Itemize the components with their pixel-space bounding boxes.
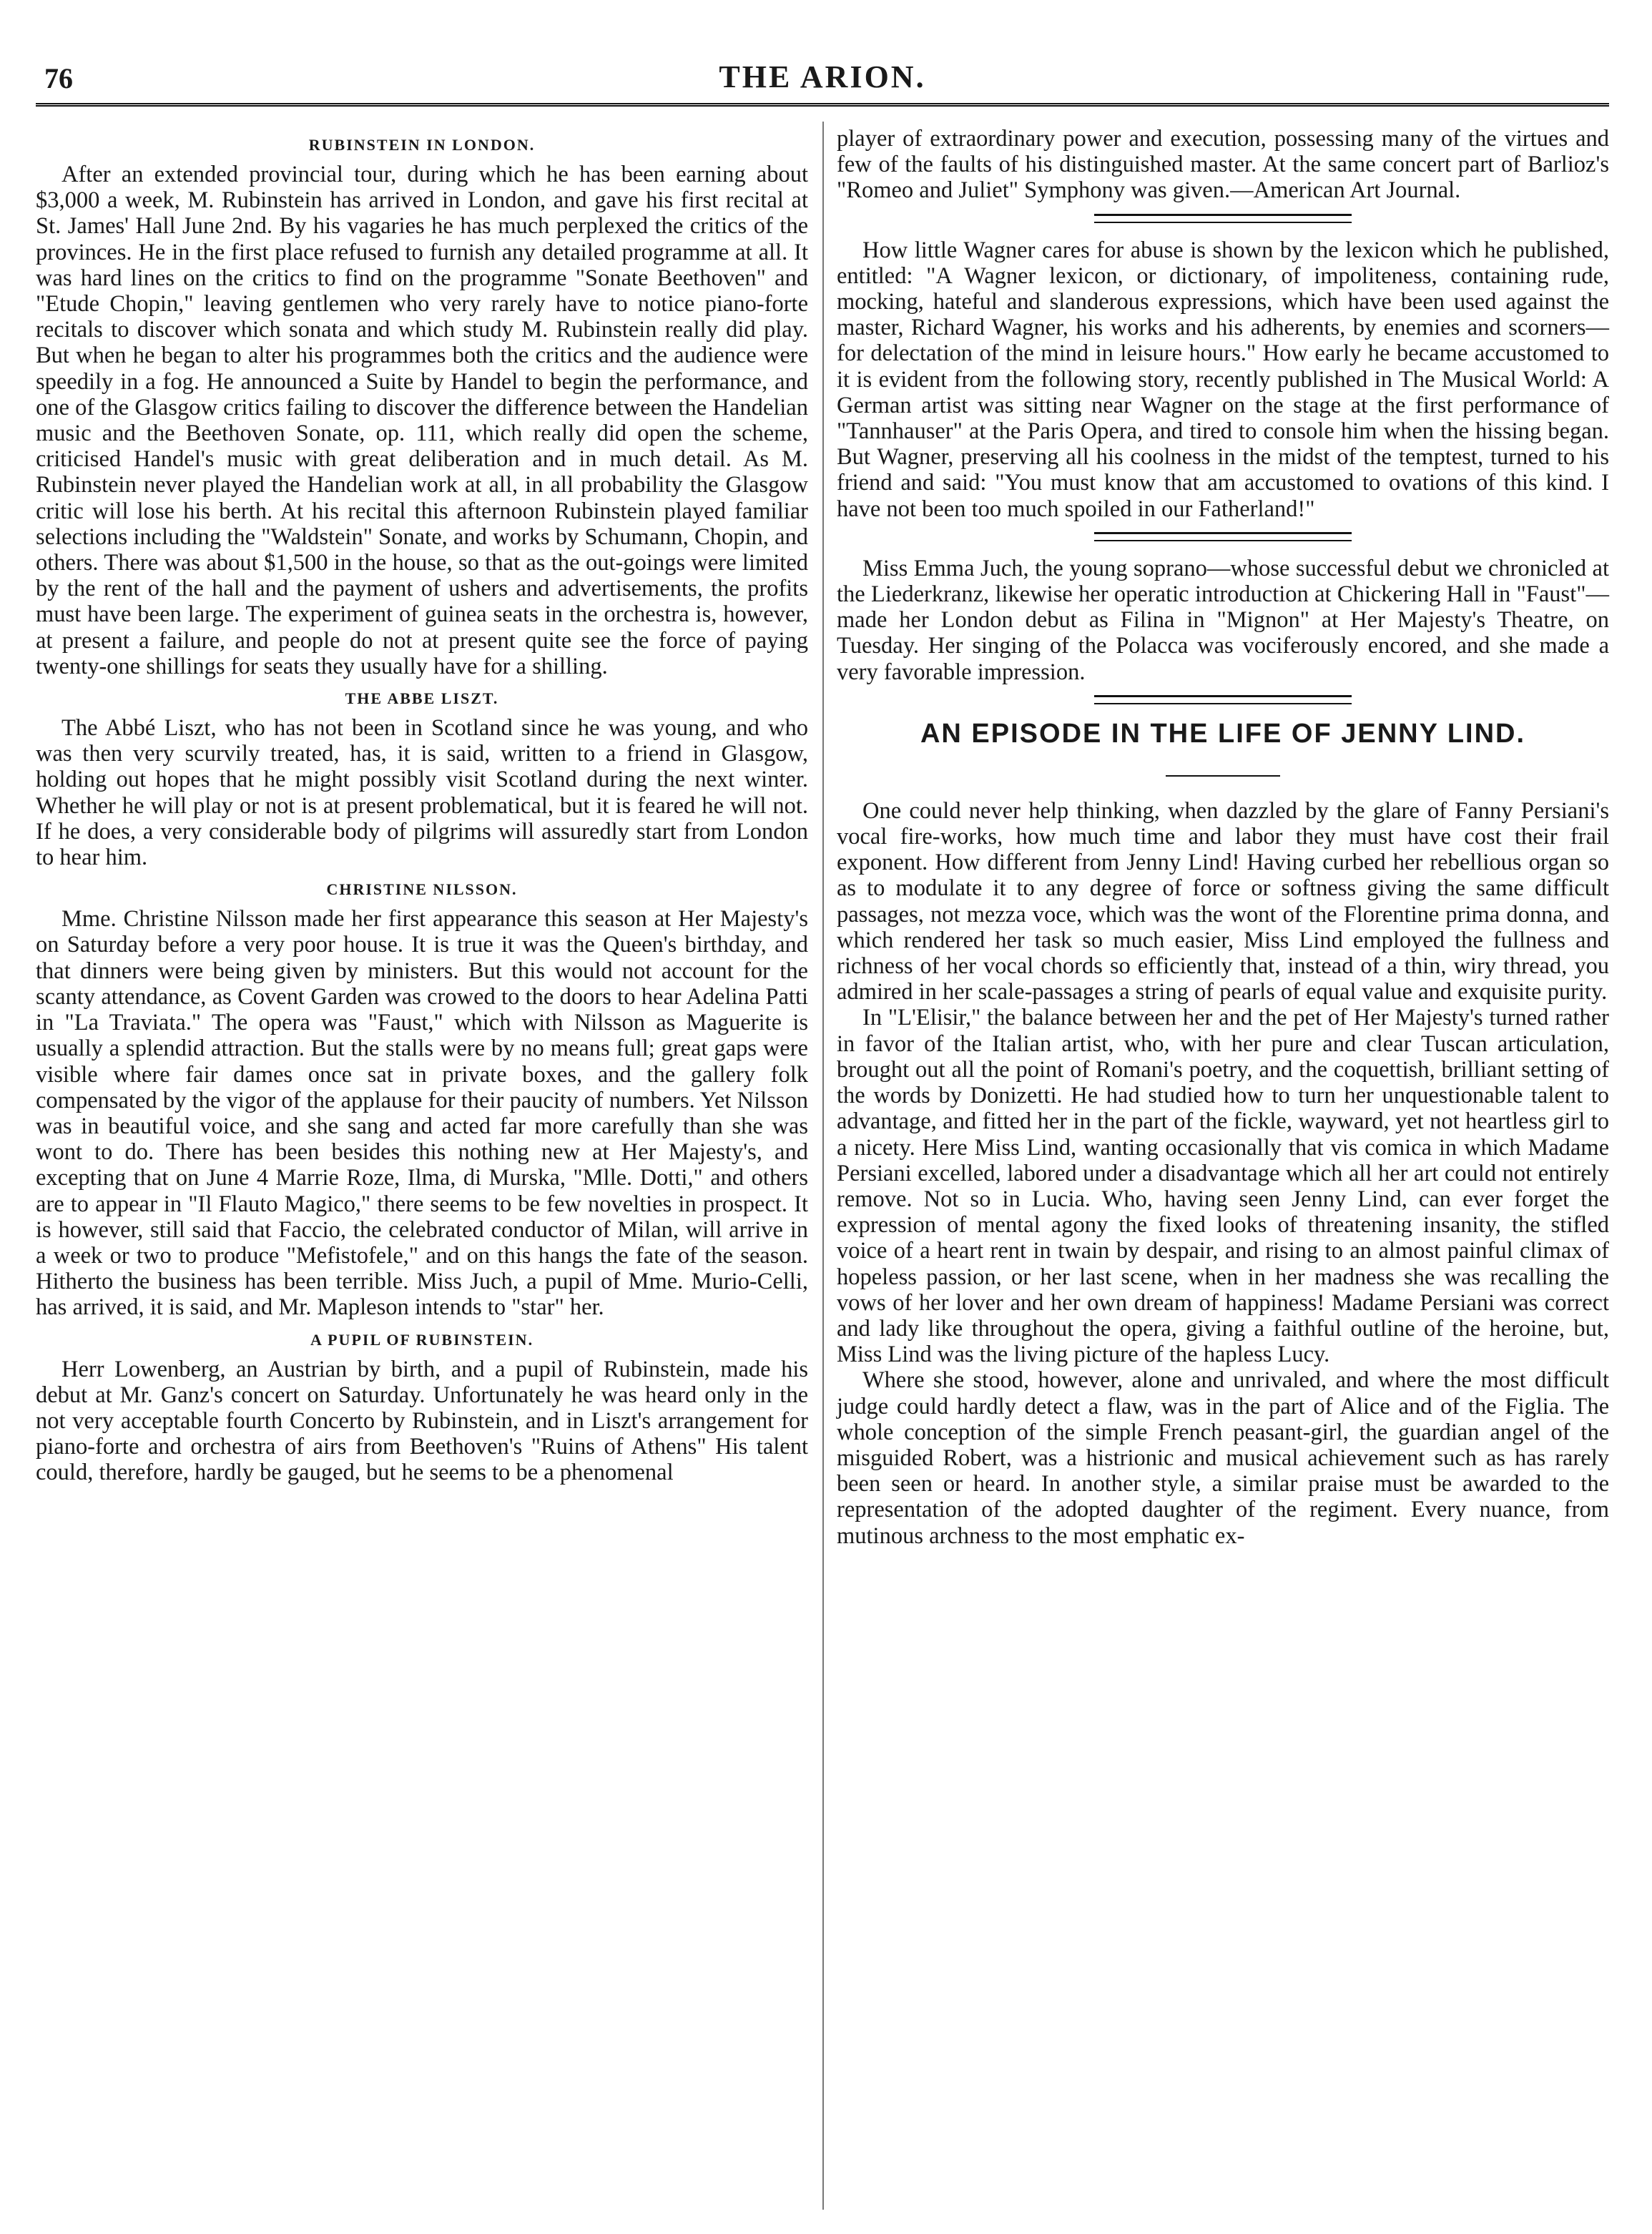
article-paragraph: player of extraordinary power and execution, possessing many of the virtues and few of the faults of his distinguished master. At the same concert part of Barlioz's "Romeo and Juliet" Symphony was given.—American Art Journal. [837, 126, 1609, 204]
left-column [36, 126, 808, 1486]
section-divider [1094, 214, 1352, 223]
article-paragraph: In "L'Elisir," the balance between her and the pet of Her Majesty's turned rather in favor of the Italian artist, who, with her pure and clear Tuscan articulation, brought out all the point of Romani's poetry, and the coquettish, brilliant setting of the words by Donizetti. He had studied how to turn her unquestionable talent to advantage, and fitted her in the part of the fickle, wayward, yet not heartless girl to a nicety. Here Miss Lind, wanting occasionally that vis comica in which Madame Persiani excelled, labored under a disadvantage which all her art could not entirely remove. Not so in Lucia. Who, having seen Jenny Lind, can ever forget the expression of mental agony the fixed looks of threatening insanity, the stifled voice of a heart rent in twain by despair, and rising to an almost painful climax of hopeless passion, or her last scene, when in her madness she was recalling the vows of her lover and her own dream of happiness! Madame Persiani was correct and lady like throughout the opera, giving a faithful outline of the heroine, but, Miss Lind was the living picture of the hapless Lucy. [837, 1005, 1609, 1368]
section-heading: A PUPIL OF RUBINSTEIN. [310, 1330, 534, 1349]
article-paragraph: Herr Lowenberg, an Austrian by birth, and a pupil of Rubinstein, made his debut at Mr. Ganz's concert on Saturday. Unfortunately he was heard only in the not very acceptable fourth Concerto by Rubinstein, and in Liszt's arrangement for piano-forte and orchestra of airs from Beethoven's "Ruins of Athens" His talent could, therefore, hardly be gauged, but he seems to be a phenomenal [36, 1356, 808, 1486]
article-paragraph: One could never help thinking, when dazzled by the glare of Fanny Persiani's vocal fire-works, how much time and labor they must have cost their frail exponent. How different from Jenny Lind! Having curbed her rebellious organ so as to modulate it to any degree of force or softness giving the same difficult passages, not mezza voce, which was the wont of the Florentine prima donna, and which rendered her task so much easier, Miss Lind employed the fullness and richness of her vocal chords so efficiently that, instead of a thin, wiry thread, you admired in her scale-passages a string of pearls of equal value and exquisite purity. [837, 797, 1609, 1005]
right-column [837, 126, 1609, 1549]
article-title: AN EPISODE IN THE LIFE OF JENNY LIND. [920, 718, 1526, 749]
article-paragraph: Mme. Christine Nilsson made her first appearance this season at Her Majesty's on Saturday before a very poor house. It is true it was the Queen's birthday, and that dinners were being given by ministers. But this would not account for the scanty attendance, as Covent Garden was crowed to the doors to hear Adelina Patti in "La Traviata." The opera was "Faust," which with Nilsson as Maguerite is usually a splendid attraction. But the stalls were by no means full; great gaps were visible where fair dames once sat in private boxes, and the gallery folk compensated by the vigor of the applause for their paucity of numbers. Yet Nilsson was in beautiful voice, and she sang and acted far more carefully than she was wont to do. There has been besides this nothing new at Her Majesty's, and excepting that on June 4 Marrie Roze, Ilma, di Murska, "Mlle. Dotti," and others are to appear in "Il Flauto Magico," there seems to be few novelties in prospect. It is however, still said that Faccio, the celebrated conductor of Milan, will arrive in a week or two to produce "Mefistofele," and on this hangs the fate of the season. Hitherto the business has been terrible. Miss Juch, a pupil of Mme. Murio-Celli, has arrived, it is said, and Mr. Mapleson intends to "star" her. [36, 906, 808, 1321]
section-heading: RUBINSTEIN IN LONDON. [308, 136, 536, 154]
title-rule [1166, 775, 1280, 777]
newspaper-page [36, 57, 1609, 2217]
article-paragraph: The Abbé Liszt, who has not been in Scotland since he was young, and who was then very scurvily treated, has, it is said, written to a friend in Glasgow, holding out hopes that he might possibly visit Scotland during the next winter. Whether he will play or not is at present problematical, but it is feared he will not. If he does, a very considerable body of pilgrims will assuredly start from London to hear him. [36, 715, 808, 871]
page-number: 76 [44, 62, 73, 94]
section-divider [1094, 532, 1352, 541]
section-heading: CHRISTINE NILSSON. [326, 880, 518, 899]
article-paragraph: Miss Emma Juch, the young soprano—whose successful debut we chronicled at the Liederkranz, likewise her operatic introduction at Chickering Hall in "Faust"—made her London debut as Filina in "Mignon" at Her Majesty's Theatre, on Tuesday. Her singing of the Polacca was vociferously encored, and she made a very favorable impression. [837, 555, 1609, 685]
column-divider [822, 122, 824, 2210]
article-paragraph: After an extended provincial tour, during which he has been earning about $3,000 a week, M. Rubinstein has arrived in London, and gave his first recital at St. James' Hall June 2nd. By his vagaries he has much perplexed the critics of the provinces. He in the first place refused to furnish any detailed programme at all. It was hard lines on the critics to find on the programme "Sonate Beethoven" and "Etude Chopin," leaving gentlemen who very rarely have to notice piano-forte recitals to discover which sonata and which study M. Rubinstein really did play. But when he began to alter his programmes both the critics and the audience were speedily in a fog. He announced a Suite by Handel to begin the performance, and one of the Glasgow critics failing to discover the difference between the Handelian music and the Beethoven Sonate, op. 111, which really did open the scheme, criticised Handel's music with great deliberation and in much detail. As M. Rubinstein never played the Handelian work at all, in all probability the Glasgow critic will lose his berth. At his recital this afternoon Rubinstein played familiar selections including the "Waldstein" Sonate, and works by Schumann, Chopin, and others. There was about $1,500 in the house, so that as the out-goings were limited by the rent of the hall and the payment of ushers and advertisements, the profits must have been large. The experiment of guinea seats in the orchestra is, however, at present a failure, and people do not at present quite see the force of paying twenty-one shillings for seats they usually have for a shilling. [36, 162, 808, 679]
page-header [36, 57, 1609, 107]
masthead-title: THE ARION. [719, 59, 926, 94]
section-divider [1094, 695, 1352, 704]
article-paragraph: Where she stood, however, alone and unrivaled, and where the most difficult judge could hardly detect a flaw, was in the part of Alice and of the Figlia. The whole conception of the simple French peasant-girl, the guardian angel of the misguided Robert, was a histrionic and musical achievement such as has rarely been seen or heard. In another style, a similar praise must be awarded to the representation of the adopted daughter of the regiment. Every nuance, from mutinous archness to the most emphatic ex- [837, 1367, 1609, 1549]
article-paragraph: How little Wagner cares for abuse is shown by the lexicon which he published, entitled: "A Wagner lexicon, or dictionary, of impoliteness, containing rude, mocking, hateful and slanderous expressions, which have been used against the master, Richard Wagner, his works and his adherents, by enemies and scorners—for delectation of the mind in leisure hours." How early he became accustomed to it is evident from the following story, recently published in The Musical World: A German artist was sitting near Wagner on the stage at the first performance of "Tannhauser" at the Paris Opera, and tired to console him when the hissing began. But Wagner, preserving all his coolness in the midst of the temptest, turned to his friend and said: "You must know that am accustomed to ovations of this kind. I have not been too much spoiled in our Fatherland!" [837, 237, 1609, 522]
section-heading: THE ABBE LISZT. [345, 689, 499, 708]
